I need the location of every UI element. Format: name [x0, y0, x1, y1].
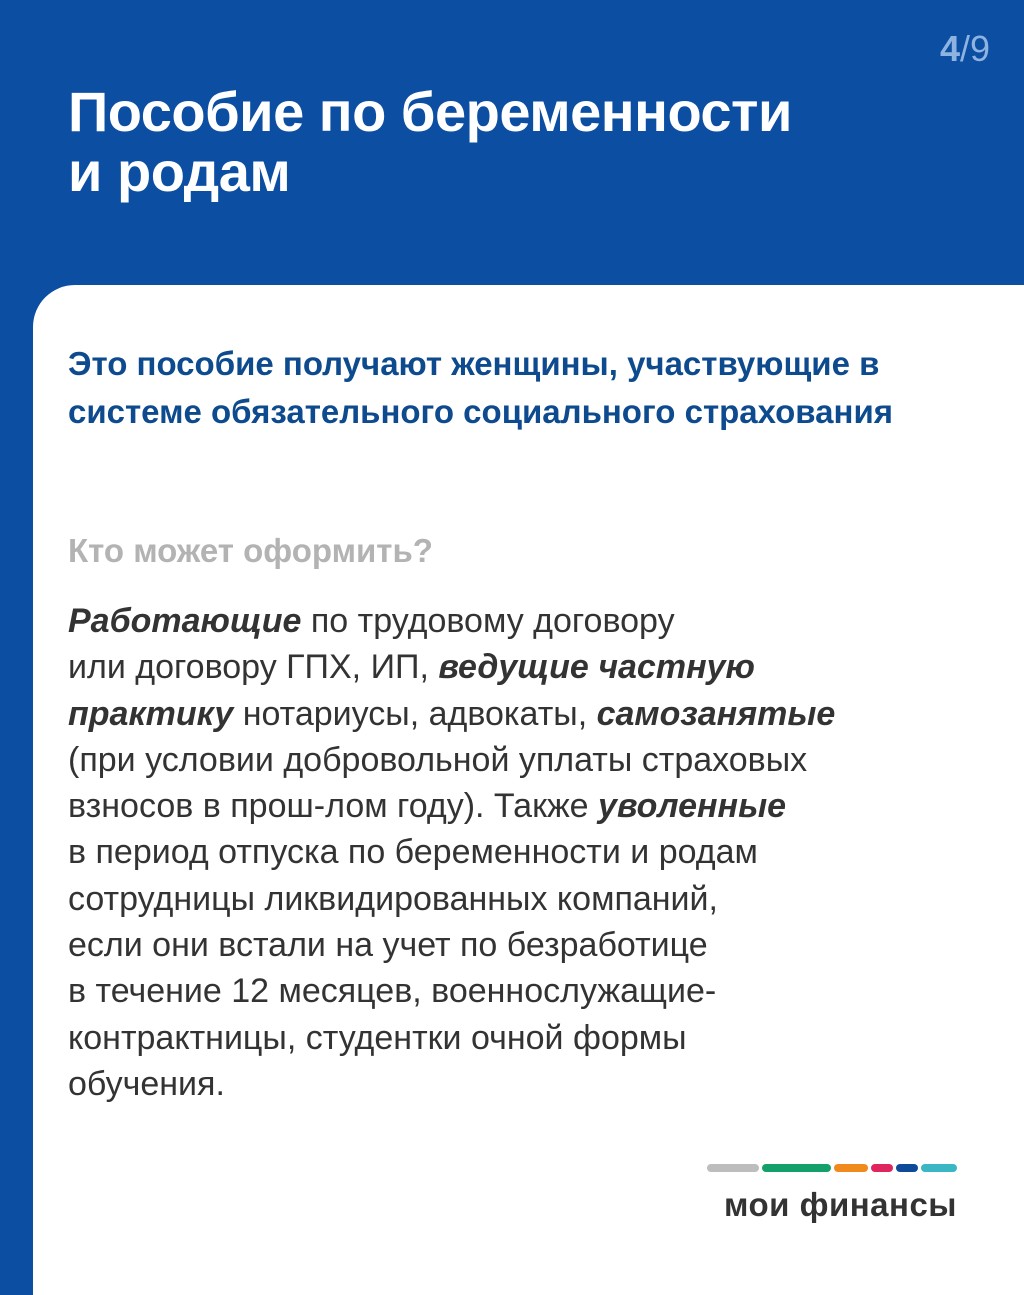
section-question: Кто может оформить? — [68, 532, 433, 569]
logo-bar-segment — [762, 1164, 832, 1172]
logo-text: мои финансы — [723, 1186, 957, 1223]
body-segment: если они встали на учет по безработице — [68, 926, 708, 965]
logo-bar-segment — [871, 1164, 893, 1172]
body-line — [68, 737, 835, 783]
page-counter — [940, 28, 990, 70]
logo-bar-segment — [707, 1164, 759, 1172]
logo-bar-segment — [896, 1164, 918, 1172]
logo-bar-segment — [834, 1164, 868, 1172]
body-line — [68, 922, 835, 968]
body-line — [68, 691, 835, 737]
body-segment: контрактницы, студентки очной формы — [68, 1018, 687, 1057]
lead-text: Это пособие получают женщины, участвующие в системе обязательного социального страхования — [68, 345, 893, 430]
current-page: 4 — [939, 28, 960, 69]
logo — [707, 1164, 957, 1224]
body-segment: обучения. — [68, 1064, 225, 1103]
total-pages: /9 — [959, 28, 990, 69]
body-segment: нотариусы, адвокаты, — [233, 694, 597, 733]
body-line — [68, 876, 835, 922]
body-line — [68, 644, 835, 690]
body-segment: сотрудницы ликвидированных компаний, — [68, 879, 718, 918]
logo-bar-segment — [921, 1164, 957, 1172]
body-line — [68, 1061, 835, 1107]
emphasis-text: уволенные — [598, 787, 787, 826]
body-segment: по трудовому договору — [301, 602, 675, 640]
body-segment: в течение 12 месяцев, военнослужащие- — [68, 972, 717, 1011]
emphasis-text: ведущие частную — [438, 648, 755, 687]
page-title — [68, 82, 792, 202]
body-line — [68, 968, 835, 1014]
title-line: и родам — [68, 140, 291, 203]
logo-color-bar — [707, 1164, 957, 1172]
body-line — [68, 829, 835, 875]
body-segment: в период отпуска по беременности и родам — [68, 833, 758, 872]
body-text — [68, 598, 835, 1107]
body-segment: (при условии добровольной уплаты страховых — [68, 740, 808, 779]
title-line: Пособие по беременности — [68, 80, 792, 143]
body-line — [68, 598, 835, 644]
body-segment: взносов в прош-лом году). Также — [68, 787, 599, 826]
body-line — [68, 783, 835, 829]
emphasis-text: Работающие — [68, 602, 302, 640]
emphasis-text: самозанятые — [596, 694, 836, 733]
body-line — [68, 1015, 835, 1061]
body-segment: или договору ГПХ, ИП, — [68, 648, 439, 687]
emphasis-text: практику — [68, 694, 234, 733]
